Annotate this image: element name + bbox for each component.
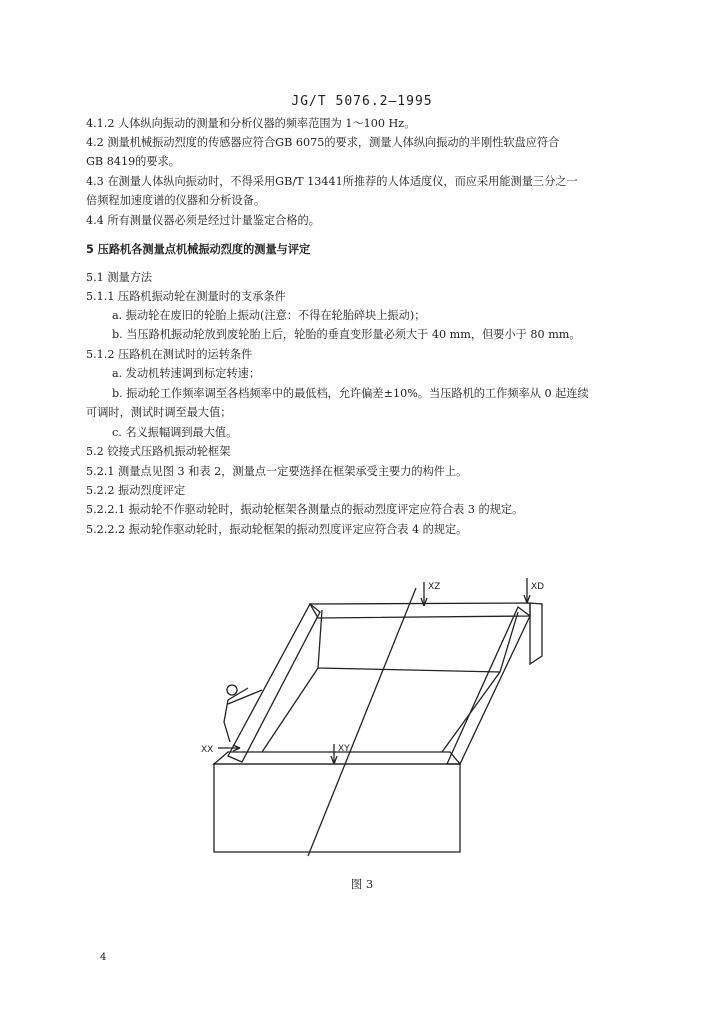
body-line: 5.2.2.2 振动轮作驱动轮时，振动轮框架的振动烈度评定应符合表 4 的规定。 (86, 523, 468, 536)
body-line: 5.1.1 压路机振动轮在测量时的支承条件 (86, 290, 286, 303)
figure-caption: 图 3 (350, 877, 374, 891)
body-line: c. 名义振幅调到最大值。 (112, 426, 238, 439)
frame-left-bracket (224, 688, 248, 742)
body-line: 5.1 测量方法 (86, 271, 153, 284)
xy-label: XY (338, 744, 350, 754)
figure-diagonal-axis (308, 588, 416, 856)
body-line: 4.3 在测量人体纵向振动时，不得采用GB/T 13441所推荐的人体适度仪，而应采用能测量三分之一 (86, 175, 578, 188)
body-line: 可调时，测试时调至最大值； (86, 406, 232, 419)
frame-inner-left-edge (262, 668, 318, 752)
body-line: b. 当压路机振动轮放到废轮胎上后，轮胎的垂直变形量必须大于 40 mm，但要小于 80 mm。 (112, 328, 581, 341)
frame-left-pivot (227, 685, 237, 695)
frame-inner-edges (318, 610, 518, 672)
page-header: JG/T 5076.2—1995 (291, 94, 433, 109)
body-line: a. 振动轮在废旧的轮胎上振动(注意：不得在轮胎碎块上振动)； (112, 309, 426, 322)
body-line: b. 振动轮工作频率调至各档频率中的最低档，允许偏差±10%。当压路机的工作频率从 0 起连续 (112, 387, 589, 400)
xz-label: XZ (428, 582, 441, 592)
body-line: 4.4 所有测量仪器必须是经过计量鉴定合格的。 (86, 214, 320, 227)
body-line: 5.2.2.1 振动轮不作驱动轮时，振动轮框架各测量点的振动烈度评定应符合表 3 的规定。 (86, 503, 524, 516)
xd-label: XD (531, 582, 545, 592)
xx-label: XX (201, 745, 214, 755)
body-line: 4.2 测量机械振动烈度的传感器应符合GB 6075的要求，测量人体纵向振动的半刚性软盘应符合 (86, 136, 560, 149)
page-number: 4 (100, 952, 107, 963)
body-line: 5.2 铰接式压路机振动轮框架 (86, 445, 231, 458)
body-line: 倍频程加速度谱的仪器和分析设备。 (86, 194, 266, 207)
body-line: 5.1.2 压路机在测试时的运转条件 (86, 348, 253, 361)
body-line: 5.2.1 测量点见图 3 和表 2，测量点一定要选择在框架承受主要力的构件上。 (86, 465, 468, 478)
frame-back-beam (310, 603, 530, 618)
body-line: 4.1.2 人体纵向振动的测量和分析仪器的频率范围为 1～100 Hz。 (86, 117, 416, 130)
frame-front-beam (214, 764, 460, 852)
body-line: GB 8419的要求。 (86, 155, 180, 168)
frame-right-plate (530, 603, 542, 664)
body-line: a. 发动机转速调到标定转速； (112, 367, 261, 380)
body-line: 5.2.2 振动烈度评定 (86, 484, 186, 497)
frame-left-beam (228, 604, 320, 762)
frame-right-beam (447, 607, 530, 764)
section-heading: 5 压路机各测量点机械振动烈度的测量与评定 (86, 243, 311, 256)
frame-front-beam-top (214, 752, 460, 764)
